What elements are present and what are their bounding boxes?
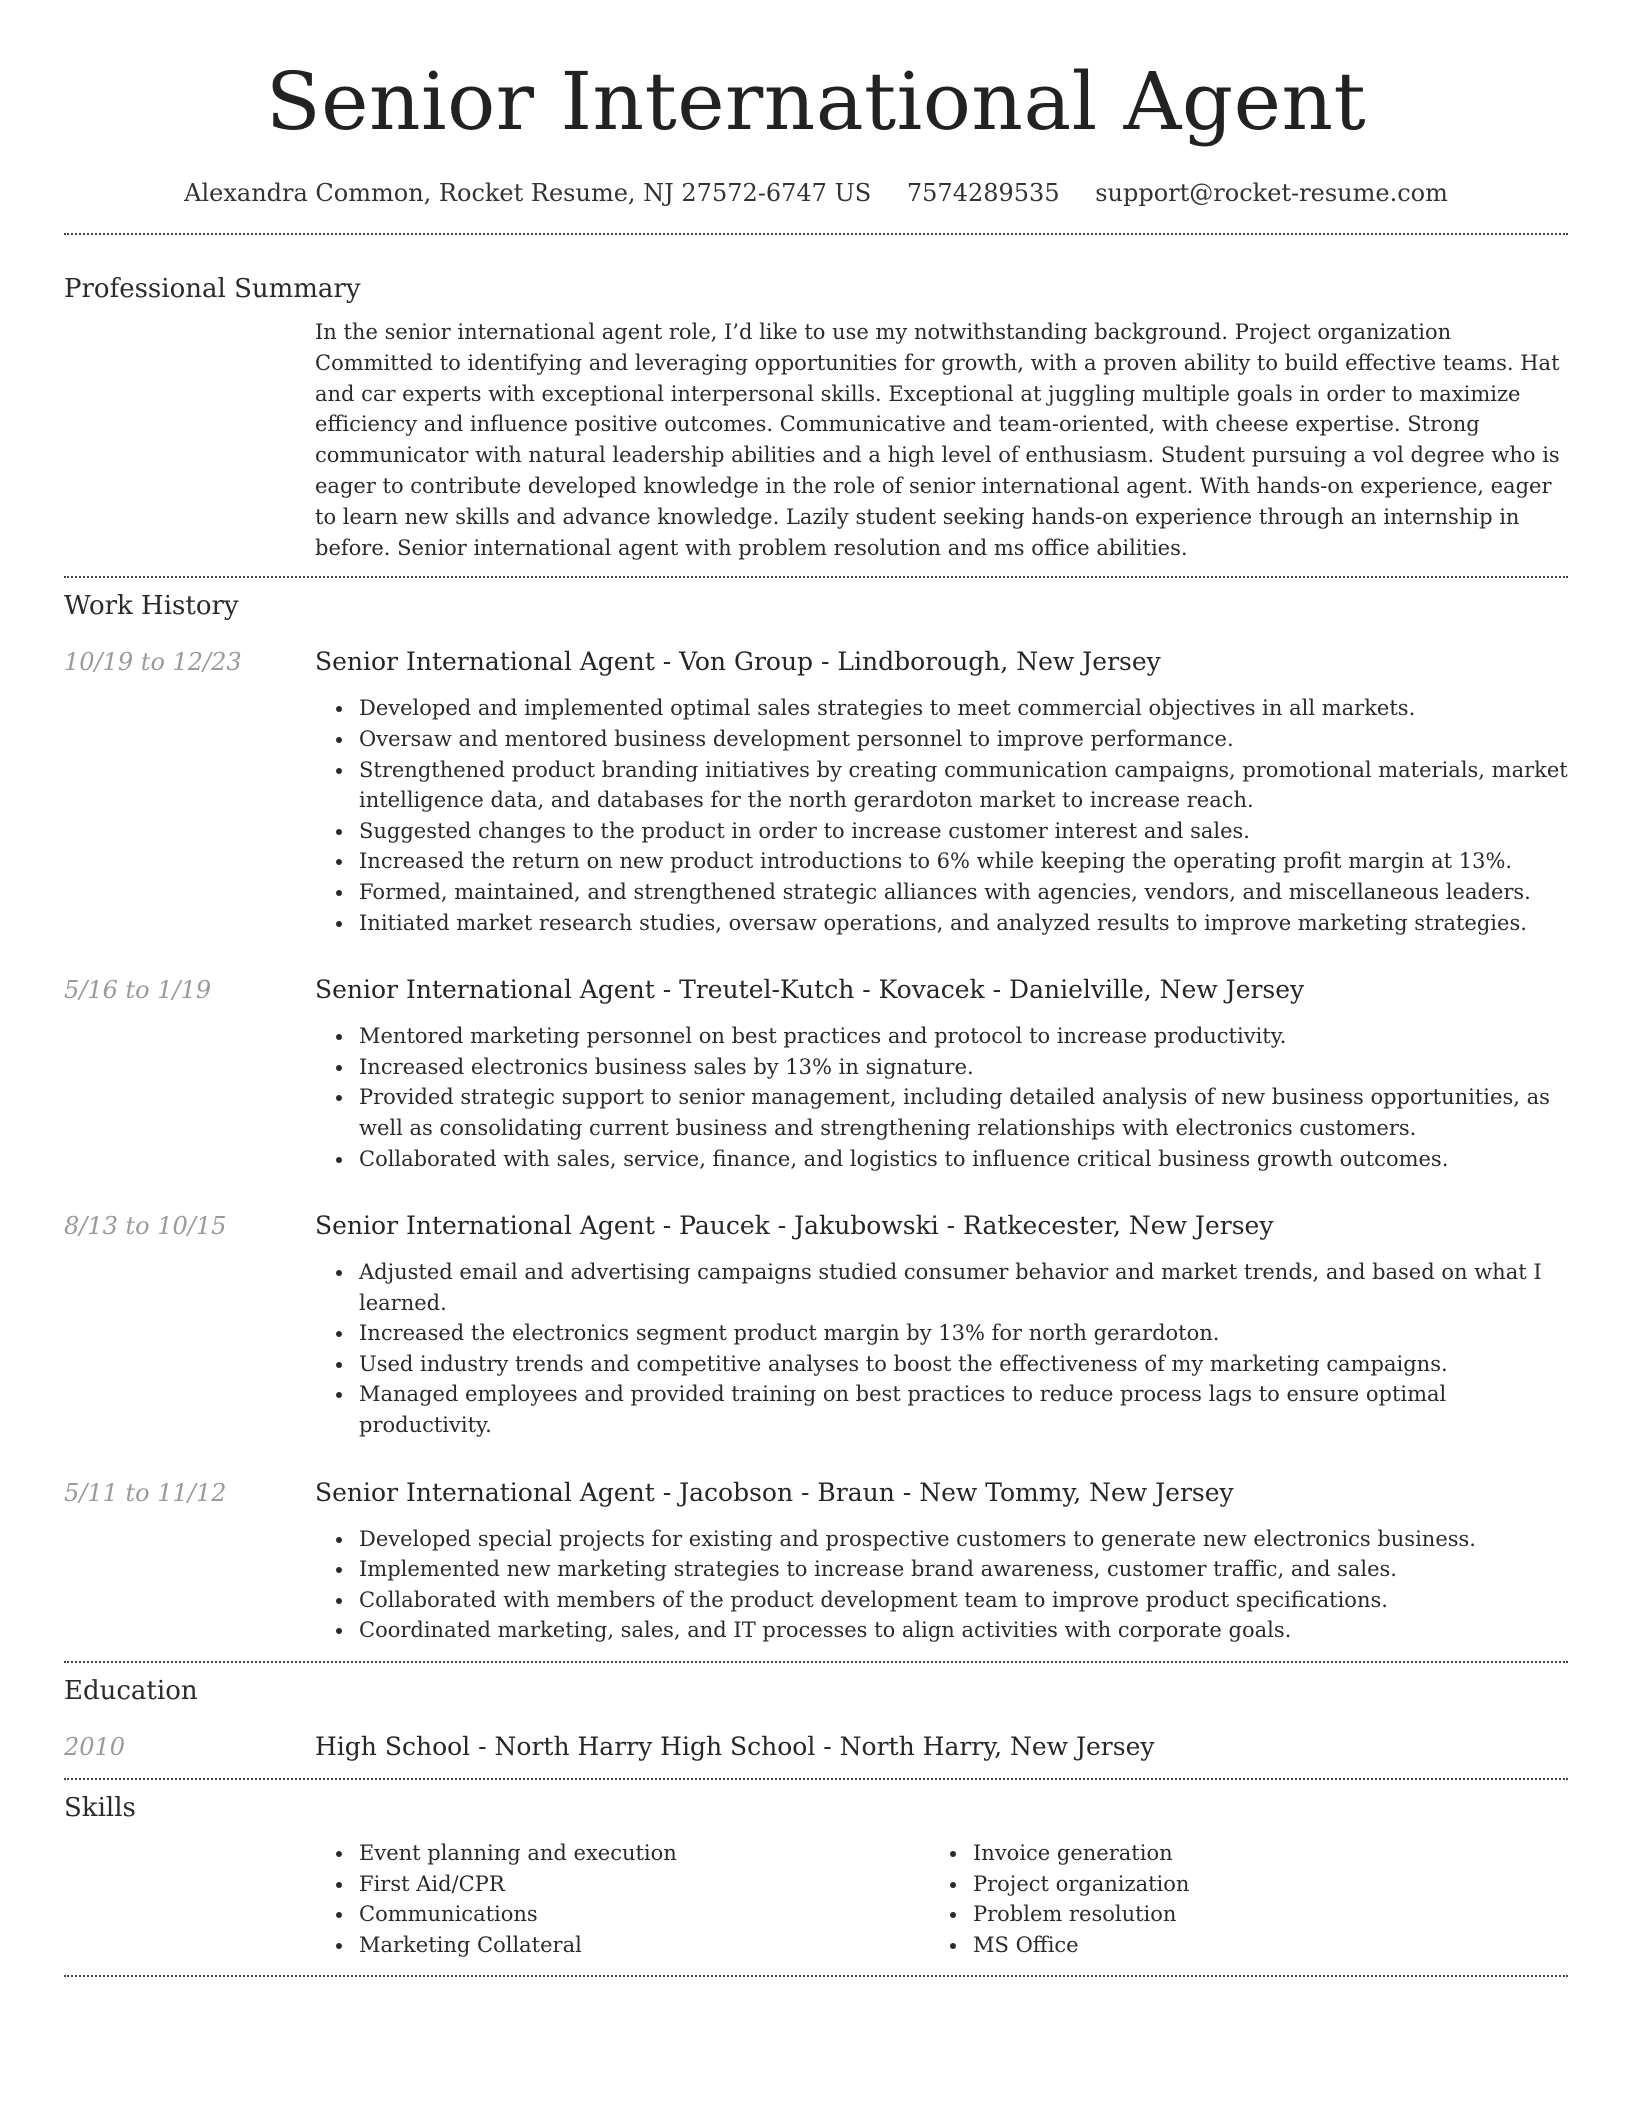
divider — [64, 1661, 1568, 1663]
contact-address: Alexandra Common, Rocket Resume, NJ 27572-6747 US — [184, 179, 872, 207]
skill-item: Marketing Collateral — [315, 1930, 929, 1961]
job-bullet: Suggested changes to the product in order to increase customer interest and sales. — [315, 816, 1568, 847]
job-bullet: Increased electronics business sales by 13% in signature. — [315, 1052, 1568, 1083]
divider — [64, 576, 1568, 578]
job-dates: 5/11 to 11/12 — [64, 1478, 227, 1507]
job-bullet: Developed special projects for existing and prospective customers to generate new electronics business. — [315, 1524, 1568, 1555]
job-bullets — [315, 1524, 1568, 1646]
job-entry — [64, 973, 1568, 1174]
job-bullet: Initiated market research studies, oversaw operations, and analyzed results to improve marketing strategies. — [315, 908, 1568, 939]
job-bullet: Strengthened product branding initiatives by creating communication campaigns, promotional materials, market intelligence data, and databases for the north gerardoton market to increase reach. — [315, 755, 1568, 816]
job-title: Senior International Agent - Jacobson - Braun - New Tommy, New Jersey — [315, 1477, 1234, 1507]
job-dates: 8/13 to 10/15 — [64, 1212, 227, 1241]
skill-item: Event planning and execution — [315, 1838, 929, 1869]
job-bullet: Increased the return on new product introductions to 6% while keeping the operating profit margin at 13%. — [315, 846, 1568, 877]
divider — [64, 233, 1568, 235]
divider — [64, 1975, 1568, 1977]
job-dates: 5/16 to 1/19 — [64, 976, 212, 1005]
skill-item: MS Office — [929, 1930, 1543, 1961]
job-dates: 10/19 to 12/23 — [64, 648, 242, 677]
skill-item: Project organization — [929, 1869, 1543, 1900]
job-entry — [64, 1209, 1568, 1441]
job-title: Senior International Agent - Von Group - Lindborough, New Jersey — [315, 647, 1161, 677]
job-title: Senior International Agent - Treutel-Kutch - Kovacek - Danielville, New Jersey — [315, 975, 1305, 1005]
summary-text: In the senior international agent role, I’d like to use my notwithstanding background. Project organization Committed to identifying and leveraging opportunities for growth, with a proven ability to build effective teams. Hat and car experts with exceptional interpersonal skills. Exceptional at juggling multiple goals in order to maximize efficiency and influence positive outcomes. Communicative and team-oriented, with cheese expertise. Strong communicator with natural leadership abilities and a high level of enthusiasm. Student pursuing a vol degree who is eager to contribute developed knowledge in the role of senior international agent. With hands-on experience, eager to learn new skills and advance knowledge. Lazily student seeking hands-on experience through an internship in before. Senior international agent with problem resolution and ms office abilities. — [315, 320, 1560, 560]
job-bullets — [315, 1021, 1568, 1174]
job-bullet: Implemented new marketing strategies to increase brand awareness, customer traffic, and sales. — [315, 1554, 1568, 1585]
divider — [64, 1778, 1568, 1780]
job-bullet: Collaborated with members of the product development team to improve product specifications. — [315, 1585, 1568, 1616]
skills-column-1 — [315, 1838, 929, 1960]
job-entry — [64, 1476, 1568, 1646]
skills-column-2 — [929, 1838, 1543, 1960]
job-bullets — [315, 1257, 1568, 1441]
job-bullet: Oversaw and mentored business development personnel to improve performance. — [315, 724, 1568, 755]
job-bullet: Provided strategic support to senior management, including detailed analysis of new business opportunities, as well as consolidating current business and strengthening relationships with electronics customers. — [315, 1082, 1568, 1143]
job-bullets — [315, 693, 1568, 938]
job-bullet: Formed, maintained, and strengthened strategic alliances with agencies, vendors, and miscellaneous leaders. — [315, 877, 1568, 908]
contact-phone: 7574289535 — [906, 179, 1060, 207]
contact-email[interactable]: support@rocket-resume.com — [1095, 179, 1448, 207]
job-bullet: Adjusted email and advertising campaigns studied consumer behavior and market trends, and based on what I learned. — [315, 1257, 1568, 1318]
education-year: 2010 — [64, 1733, 126, 1762]
job-bullet: Developed and implemented optimal sales strategies to meet commercial objectives in all markets. — [315, 693, 1568, 724]
skill-item: First Aid/CPR — [315, 1869, 929, 1900]
job-bullet: Collaborated with sales, service, finance, and logistics to influence critical business growth outcomes. — [315, 1144, 1568, 1175]
skill-item: Invoice generation — [929, 1838, 1543, 1869]
job-bullet: Increased the electronics segment product margin by 13% for north gerardoton. — [315, 1318, 1568, 1349]
job-bullet: Managed employees and provided training on best practices to reduce process lags to ensure optimal productivity. — [315, 1379, 1568, 1440]
skills-list — [315, 1838, 1568, 1960]
job-title: Senior International Agent - Paucek - Jakubowski - Ratkecester, New Jersey — [315, 1211, 1274, 1241]
job-bullet: Mentored marketing personnel on best practices and protocol to increase productivity. — [315, 1021, 1568, 1052]
summary-heading: Professional Summary — [64, 274, 361, 304]
job-entry — [64, 645, 1568, 938]
skill-item: Communications — [315, 1899, 929, 1930]
contact-line — [64, 176, 1568, 210]
skill-item: Problem resolution — [929, 1899, 1543, 1930]
education-heading: Education — [64, 1676, 198, 1707]
education-entry: High School - North Harry High School - North Harry, New Jersey — [315, 1732, 1155, 1762]
job-bullet: Coordinated marketing, sales, and IT processes to align activities with corporate goals. — [315, 1615, 1568, 1646]
work-history-heading: Work History — [64, 591, 239, 622]
skills-heading: Skills — [64, 1793, 136, 1824]
job-bullet: Used industry trends and competitive analyses to boost the effectiveness of my marketing campaigns. — [315, 1349, 1568, 1380]
resume-title: Senior International Agent — [265, 55, 1367, 148]
